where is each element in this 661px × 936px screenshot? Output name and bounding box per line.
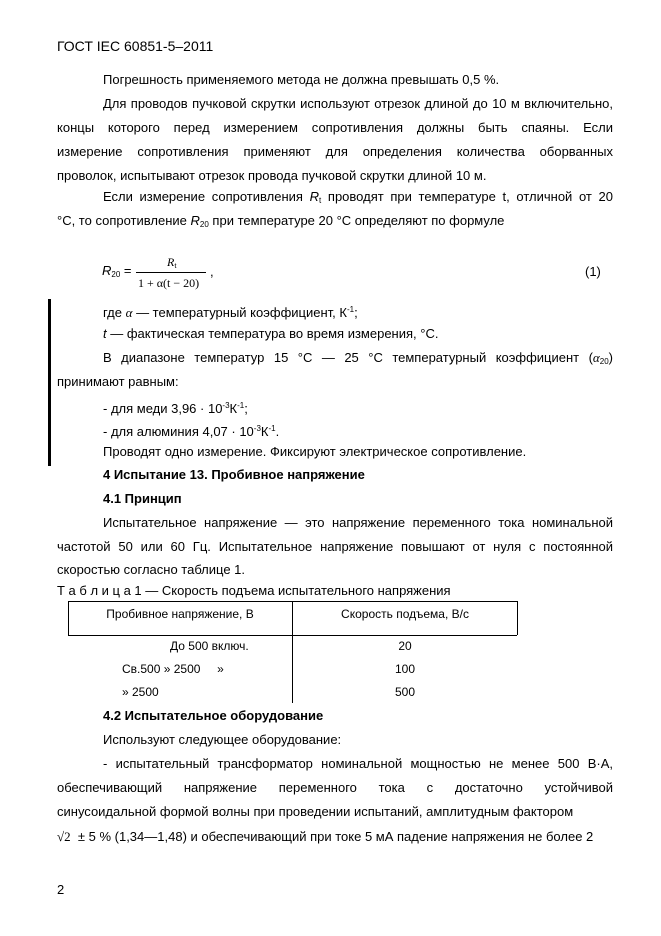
equipment-line-1: - испытательный трансформатор номинальной мощностью не менее 500 В·А,: [103, 756, 613, 771]
equipment-intro: Используют следующее оборудование:: [103, 732, 342, 747]
principle-line-3: скоростью согласно таблице 1.: [57, 562, 246, 577]
where-alpha: где α — температурный коэффициент, $К^{-1}$;: [103, 305, 358, 320]
where-range-line-2: принимают равным:: [57, 374, 179, 389]
formula-numerator: $R_t$: [167, 255, 177, 270]
paragraph-temp-line-2: °С, то сопротивление $R_{20}$ при температуре 20 °С определяют по формуле: [57, 213, 505, 229]
table-cell: 100: [394, 662, 416, 676]
formula-denominator: 1 + α(t − 20): [138, 276, 200, 290]
copper-coefficient: - для меди $3,96 \cdot 10^{-3}К^{-1}$;: [103, 401, 248, 416]
table-caption: Т а б л и ц а 1 — Скорость подъема испытательного напряжения: [57, 583, 451, 598]
paragraph-accuracy: Погрешность применяемого метода не должна превышать 0,5 %.: [103, 72, 500, 87]
change-bar: [48, 299, 51, 466]
document-header: ГОСТ IEC 60851-5–2011: [57, 38, 214, 54]
formula-comma: ,: [210, 264, 214, 279]
equipment-line-2: обеспечивающий напряжение переменного тока с достаточно устойчивой: [57, 780, 613, 795]
principle-line-2: частотой 50 или 60 Гц. Испытательное напряжение повышают от нуля с постоянной: [57, 539, 613, 554]
principle-line-1: Испытательное напряжение — это напряжение переменного тока номинальной: [103, 515, 613, 530]
where-t: t — фактическая температура во время измерения, °С.: [103, 326, 439, 341]
section-4-1-title: 4.1 Принцип: [103, 491, 182, 506]
table-header-voltage: Пробивное напряжение, В: [106, 607, 254, 621]
equipment-line-4: √2 ± 5 % (1,34—1,48) и обеспечивающий при токе 5 мА падение напряжения не более 2: [57, 829, 594, 844]
paragraph-bundle-line-4: проволок, испытывают отрезок провода пучковой скрутки длиной 10 м.: [57, 168, 487, 183]
table-cell: 500: [394, 685, 416, 699]
table-cell: » 2500: [122, 685, 159, 699]
single-measurement: Проводят одно измерение. Фиксируют электрическое сопротивление.: [103, 444, 527, 459]
aluminium-coefficient: - для алюминия $4,07 \cdot 10^{-3}К^{-1}$.: [103, 424, 280, 439]
paragraph-bundle-line-3: измерение сопротивления применяют для определения количества оборванных: [57, 144, 613, 159]
table-cell: Св.500 » 2500 »: [122, 662, 224, 676]
where-range-line-1: В диапазоне температур 15 °С — 25 °С температурный коэффициент $(\alpha_{20})$: [103, 350, 613, 366]
section-4-2-title: 4.2 Испытательное оборудование: [103, 708, 324, 723]
page-number: 2: [57, 882, 65, 897]
table-cell: 20: [398, 639, 412, 653]
table-header-speed: Скорость подъема, В/с: [341, 607, 469, 621]
table-cell: До 500 включ.: [170, 639, 249, 653]
sqrt-two: √2: [57, 829, 71, 844]
equipment-line-3: синусоидальной формой волны при проведении испытаний, амплитудным фактором: [57, 804, 574, 819]
formula-number: (1): [585, 264, 601, 279]
section-4-title: 4 Испытание 13. Пробивное напряжение: [103, 467, 365, 482]
paragraph-bundle-line-2: концы которого перед измерением сопротивления должны быть спаяны. Если: [57, 120, 613, 135]
table-right-border: [517, 601, 518, 635]
formula-lhs: $R_{20}$ =: [102, 263, 132, 279]
formula-fraction-bar: [136, 272, 206, 273]
paragraph-temp-line-1: Если измерение сопротивления $R_t$ проводят при температуре t, отличной от 20: [103, 189, 614, 205]
paragraph-bundle-line-1: Для проводов пучковой скрутки используют отрезок длиной до 10 м включительно,: [103, 96, 613, 111]
